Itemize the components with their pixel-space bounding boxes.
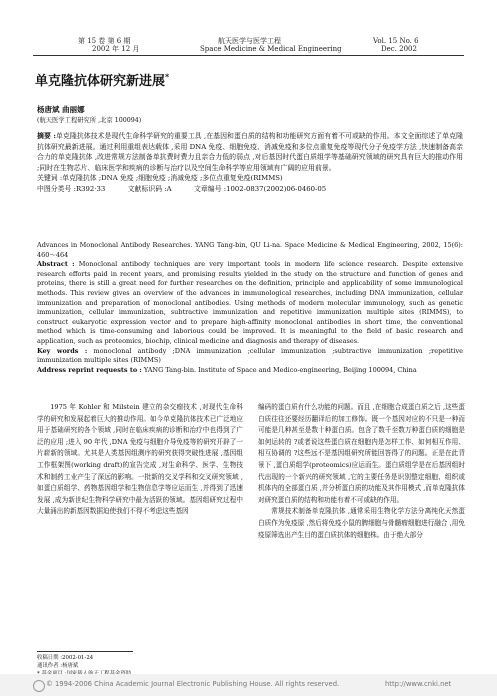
abstract-cn: [37, 131, 463, 173]
header-volume-cn: 第 15 卷 第 6 期: [78, 37, 131, 45]
classification-line: [37, 184, 463, 195]
body-left-column: 1975 年 Kohler 和 Milstein 建立的杂交瘤技术 ,对现代生命科学的研究和发展起着巨大的推动作用。如今单克隆抗体技术已广泛地应用于基础研究的各个领域 ,同时在临床疾病的诊断和治疗中也得到了广泛的应用 ;进入 90 年代 ,DNA 免疫与细胞介导免疫等的研究开辟了一片崭新的领域。尤其是人类基因组测序的研究获得突破性进展 ,基因组工作框架图(working draft)的宣告完成 ,对生命科学、医学、生物技术和制药工业产生了深远的影响。一批新的交叉学科和交叉研究领域 ,如蛋白质组学、药物基因组学和生物信息学等应运而生 ,并得到了迅速发展 ,成为新世纪生物科学研究中最为活跃的领域。基因组研究过程中大量涌出的新基因数据迫使我们不得不考虑这些基因: [37, 403, 243, 516]
keywords-cn: [37, 173, 463, 184]
footer-url[interactable]: http://www.cnki.net: [385, 680, 452, 688]
title-footnote-mark: *: [165, 71, 170, 82]
affiliation: (航天医学工程研究所 ,北京 100094): [37, 117, 142, 124]
keywords-cn-label: 关键词 :: [37, 174, 63, 182]
header-journal-en: Space Medicine & Medical Engineering: [200, 45, 342, 53]
body-right-column: [258, 402, 465, 541]
article-title: [35, 70, 169, 89]
document-code: 文献标识码 :A: [127, 184, 172, 193]
article-number: 文章编号 :1002-0837(2002)06-0460-05: [194, 184, 327, 193]
english-address-label: Address reprint requests to :: [37, 365, 142, 374]
abstract-cn-text: 单克隆抗体技术是现代生命科学研究的重要工具 ,在基因和蛋白质的结构和功能研究方面有着不可或缺的作用。本文全面综述了单克隆抗体研究最新进展。通过利用重组表达载体 ,采用 DNA 免疫、细胞免疫、消减免疫和多位点重复免疫等现代分子免疫学方法 ,快速制备高亲合力的单克隆抗体 ,改进常规方法制备单抗费时费力且亲合力低的弱点 ,对后基因时代蛋白质组学等基础研究领域的研究具有巨大的推动作用 ;同时在生物芯片、临床医学和疾病的诊断与治疗以及空间生命科学等应用领域有广阔的应用前景。: [37, 132, 463, 172]
footnote-author: 通讯作者 :杨唐斌: [37, 663, 79, 669]
header-journal-cn: 航天医学与医学工程: [218, 37, 281, 45]
header-rule: [33, 55, 464, 56]
english-address: [37, 366, 463, 376]
english-address-text: YANG Tang-bin. Institute of Space and Medico-engineering, Beijing 100094, China: [143, 365, 417, 374]
english-keywords: [37, 347, 463, 366]
header-date-en: Dec. 2002: [381, 45, 417, 53]
authors: 杨唐斌 曲丽娜: [37, 105, 85, 114]
footnote-received: 收稿日期 :2002-01-24: [37, 655, 94, 661]
body-right-paragraph-2: 常规技术制备单克隆抗体 ,通常采用生物化学方法分离纯化天然蛋白质作为免疫原 ,然后将免疫小鼠的脾细胞与骨髓瘤细胞进行融合 ,用免疫原筛选出产生目的蛋白质抗体的细胞株。由于绝大部分: [258, 507, 465, 539]
abstract-cn-label: 摘要 :: [37, 132, 56, 140]
english-abstract-label: Abstract :: [37, 260, 75, 269]
footer-copyright: © 1994-2006 China Academic Journal Electronic Publishing House. All rights reserved.: [46, 680, 340, 688]
chinese-abstract-block: [37, 131, 463, 194]
header-date-cn: 2002 年 12 月: [92, 45, 140, 53]
english-abstract-block: [37, 241, 463, 375]
footnote-rule: [37, 651, 133, 652]
english-keywords-label: Key words :: [37, 346, 88, 355]
english-keywords-text: monoclonal antibody ;DNA immunization ;cellular immunization ;subtractive immunization ;repetitive immunization multiple sites (RIMMS): [37, 346, 463, 365]
keywords-cn-text: 单克隆抗体 ;DNA 免疫 ;细胞免疫 ;消减免疫 ;多位点重复免疫(RIMMS): [62, 174, 283, 182]
copyright-footer: [0, 674, 497, 696]
title-text: 单克隆抗体研究新进展: [35, 74, 166, 89]
clc-number: 中图分类号 :R392·33: [37, 184, 106, 193]
english-abstract-text: Monoclonal antibody techniques are very important tools in modern life science research. Despite extensive research efforts paid in recent years, and promising results yielded in the study on the structure and function of genes and proteins, there is still a great need for further researches on the definition, principle and applicability of some immunological methods. This review gives an overview of the advances in immunological researches, including DNA immunization, cellular immunization and preparation of monoclonal antibodies. Using methods of modern molecular immunology, such as genetic immunization, cellular immunization, subtractive immunization and repetitive immunization multiple sites (RIMMS), to construct eukaryotic expression vector and to prepare high-affinity monoclonal antibodies in short time, the conventional method which is time-consuming and laborious could be improved. It is meaningful to the field of basic research and application, such as proteomics, biochip, clinical medicine and diagnosis and therapy of diseases.: [37, 260, 463, 345]
cnki-logo-icon: [33, 680, 45, 692]
english-title-line: Advances in Monoclonal Antibody Researches. YANG Tang-bin, QU Li-na. Space Medicine & Medical Engineering, 2002, 15(6): 460～464: [37, 241, 463, 259]
body-right-paragraph-1: 编码的蛋白质有什么功能的问题。而且 ,在细胞合成蛋白质之后 ,这些蛋白质往往还要经历翻译后的加工修饰。既一个基因对应的不只是一种而可能是几种甚至是数十种蛋白质。包含了数千至数万种蛋白质的细胞是如何运转的 ?或者说这些蛋白质在细胞内是怎样工作、如何相互作用、相互协调的 ?这些远不是基因组研究所能回答得了的问题。正是在此背景下 ,蛋白质组学(proteomics)应运而生。蛋白质组学是在后基因组时代出现的一个新兴的研究领域 ,它的主要任务是识别整定细胞、组织或机体内的全部蛋白质 ,并分析蛋白质的功能及其作用模式 ,而单克隆抗体对研究蛋白质的结构和功能有着不可或缺的作用。: [258, 403, 465, 504]
english-abstract: [37, 260, 463, 346]
header-volume-en: Vol. 15 No. 6: [373, 37, 419, 45]
